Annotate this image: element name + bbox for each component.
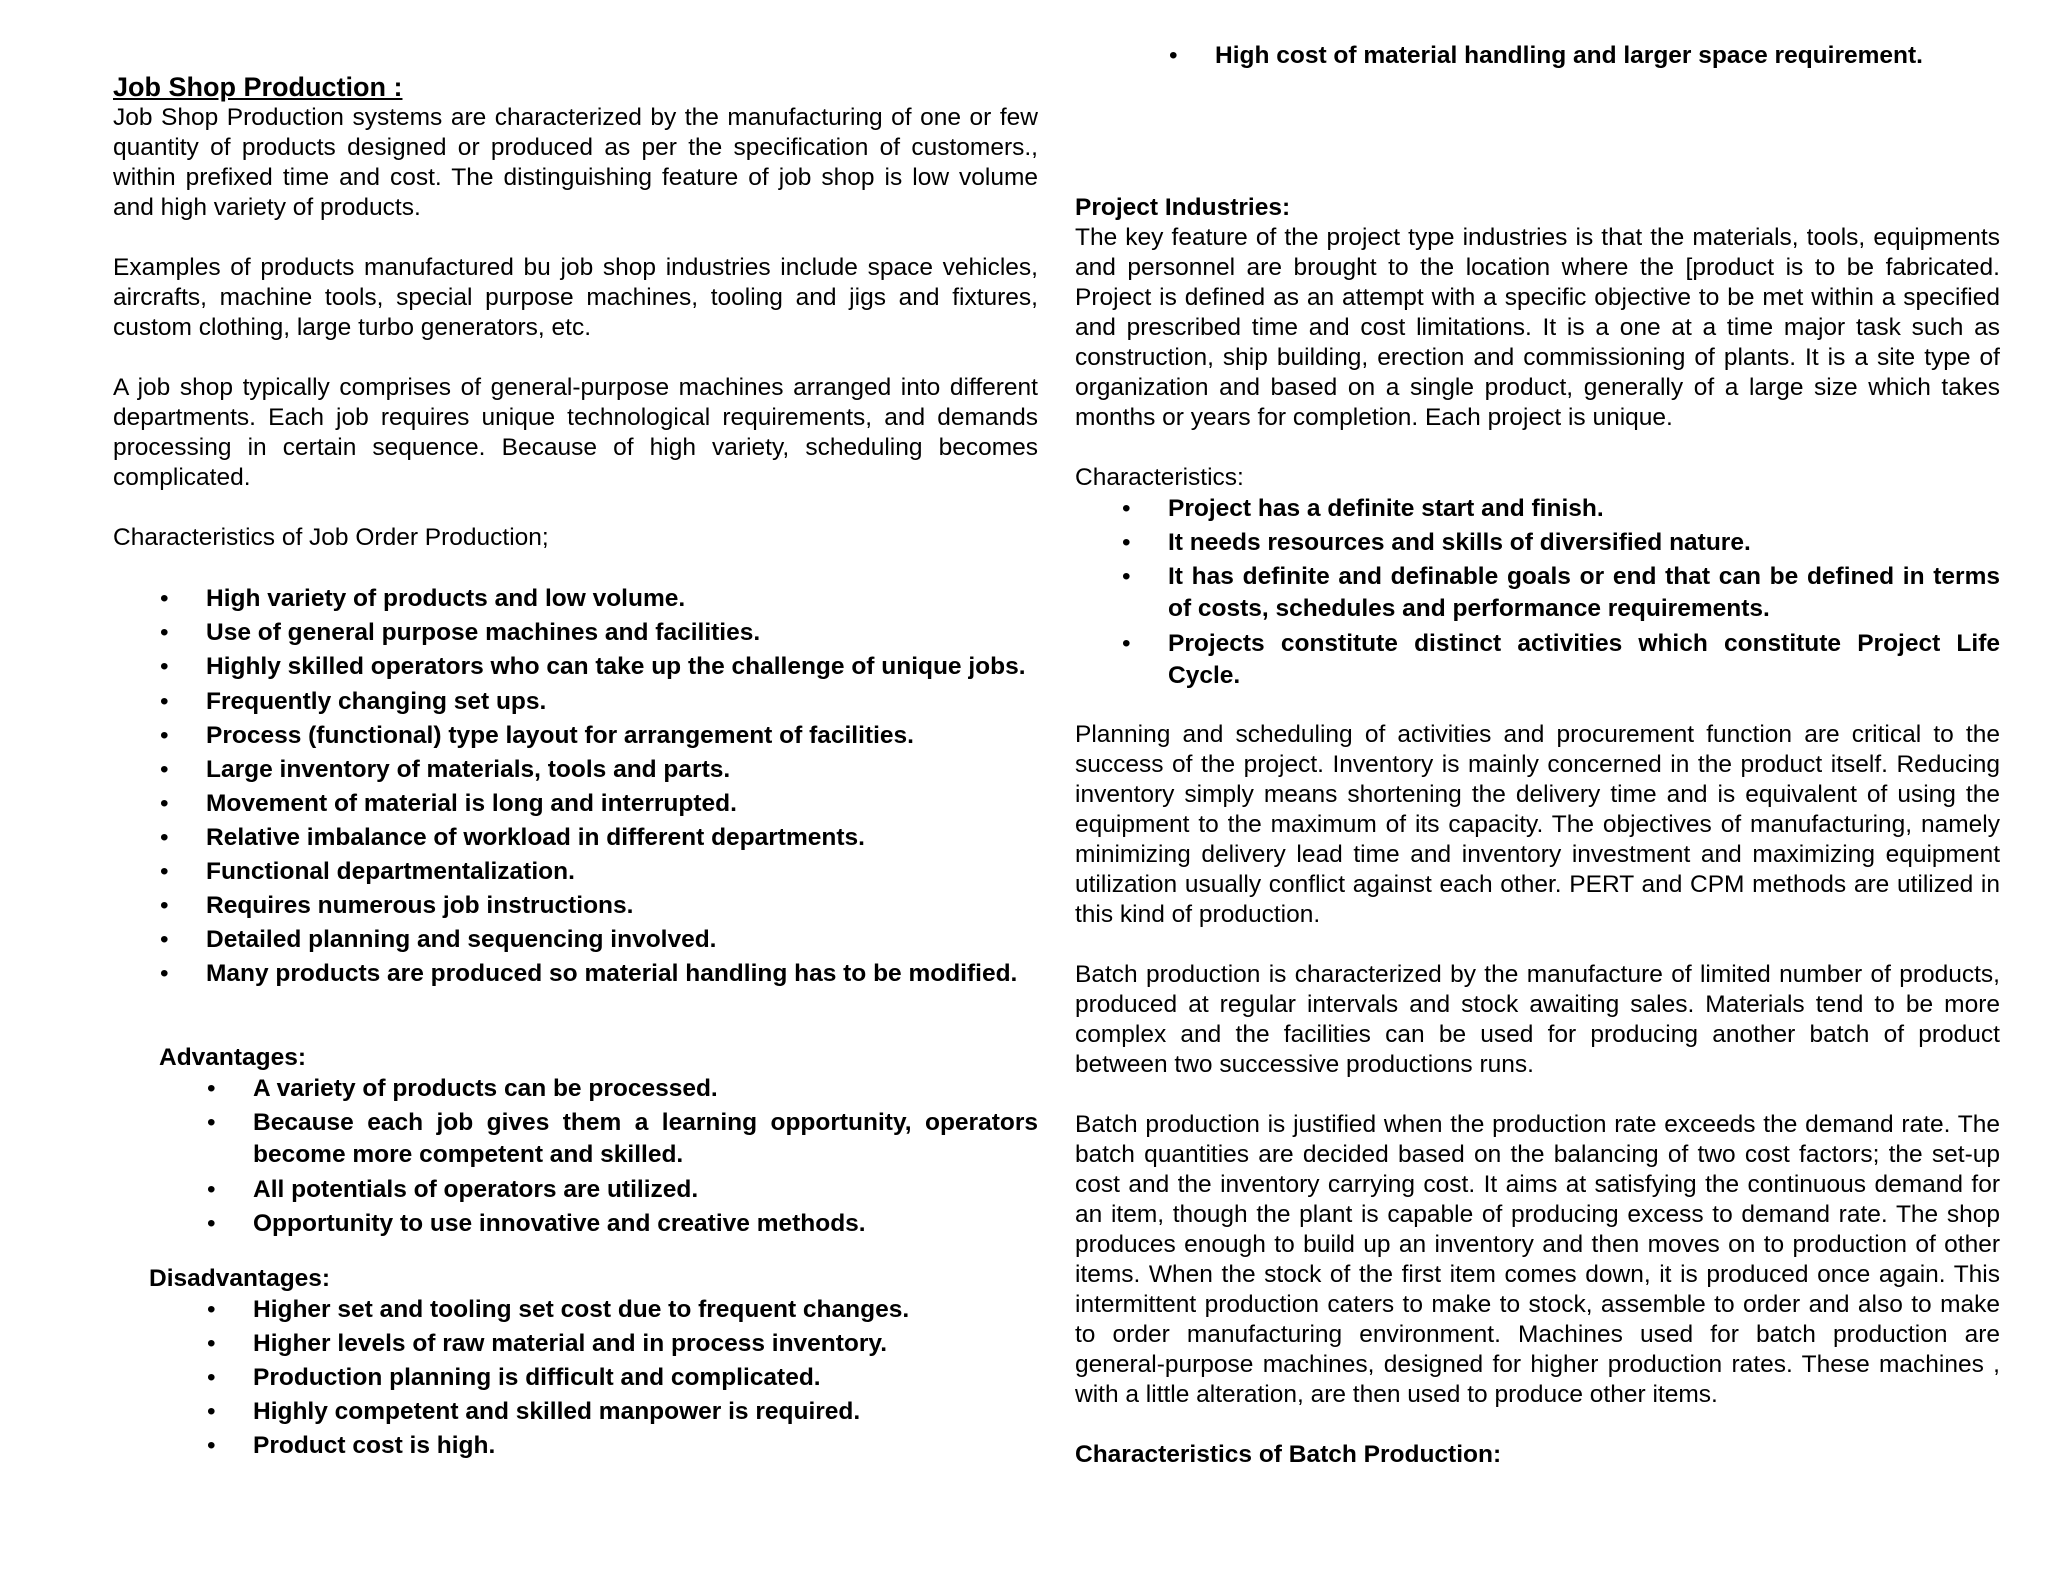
examples-paragraph: Examples of products manufactured bu job shop industries include space vehicles, aircrafts, machine tools, special purpose machines, tooling and jigs and fixtures, custom clothing, large turbo generators, etc.: [113, 254, 1038, 341]
list-item: • Production planning is difficult and complicated.: [207, 1364, 821, 1391]
list-item: • Detailed planning and sequencing involved.: [160, 926, 717, 953]
batch-characteristics-heading: Characteristics of Batch Production:: [1075, 1441, 1502, 1468]
list-item: • A variety of products can be processed.: [207, 1075, 718, 1102]
bullet-icon: •: [1122, 495, 1131, 522]
bullet-icon: •: [160, 960, 169, 987]
disadvantages-list: [207, 1294, 1038, 1461]
list-item: • All potentials of operators are utilized.: [207, 1176, 699, 1203]
advantages-list: [207, 1073, 1038, 1239]
advantages-heading: Advantages:: [159, 1044, 307, 1071]
bullet-icon: •: [1169, 42, 1178, 69]
planning-paragraph: Planning and scheduling of activities and procurement function are critical to the success of the project. Inventory is mainly concerned in the product itself. Reducing inventory simply means shortening the delivery time and is equivalent of using the equipment to the maximum of its capacity. The objectives of manufacturing, namely minimizing delivery lead time and inventory investment and maximizing equipment utilization usually conflict against each other. PERT and CPM methods are utilized in this kind of production.: [1075, 721, 2000, 928]
batch-justification-paragraph: Batch production is justified when the production rate exceeds the demand rate. The batch quantities are decided based on the balancing of two cost factors; the set-up cost and the inventory carrying cost. It aims at satisfying the continuous demand for an item, though the plant is capable of producing excess to demand rate. The shop produces enough to build up an inventory and then moves on to production of other items. When the stock of the first item comes down, it is produced once again. This intermittent production caters to make to stock, assemble to order and also to make to order manufacturing environment. Machines used for batch production are general-purpose machines, designed for higher production rates. These machines , with a little alteration, are then used to produce other items.: [1075, 1111, 2000, 1408]
project-industries-paragraph: The key feature of the project type industries is that the materials, tools, equipments and personnel are brought to the location where the [product is to be fabricated. Project is defined as an attempt with a specific objective to be met within a specified and prescribed time and cost limitations. It is a one at a time major task such as construction, ship building, erection and commissioning of plants. It is a site type of organization and based on a single product, generally of a large size which takes months or years for completion. Each project is unique.: [1075, 224, 2000, 431]
bullet-icon: •: [160, 585, 169, 612]
top-bullet-list: [1169, 40, 2000, 71]
project-characteristics-heading: Characteristics:: [1075, 464, 1244, 491]
list-item: • Relative imbalance of workload in different departments.: [160, 824, 865, 851]
bullet-icon: •: [1122, 630, 1131, 657]
list-item: • High cost of material handling and larger space requirement.: [1169, 42, 1923, 69]
bullet-icon: •: [160, 790, 169, 817]
bullet-icon: •: [207, 1176, 216, 1203]
bullet-icon: •: [207, 1210, 216, 1237]
page-title: Job Shop Production :: [113, 72, 403, 102]
job-shop-description-paragraph: A job shop typically comprises of general-purpose machines arranged into different departments. Each job requires unique technological requirements, and demands processing in certain sequence. Because of high variety, scheduling becomes complicated.: [113, 374, 1038, 491]
project-industries-heading: Project Industries:: [1075, 194, 1291, 221]
characteristics-heading: Characteristics of Job Order Production;: [113, 524, 549, 551]
list-item: • Product cost is high.: [207, 1432, 496, 1459]
bullet-icon: •: [160, 688, 169, 715]
bullet-icon: •: [160, 858, 169, 885]
project-characteristics-list: [1122, 493, 2000, 692]
bullet-icon: •: [207, 1109, 216, 1136]
list-item: • High variety of products and low volume.: [160, 585, 686, 612]
bullet-icon: •: [207, 1432, 216, 1459]
batch-production-paragraph: Batch production is characterized by the manufacture of limited number of products, produced at regular intervals and stock awaiting sales. Materials tend to be more complex and the facilities can be used for producing another batch of product between two successive productions runs.: [1075, 961, 2000, 1078]
list-item: • Project has a definite start and finish.: [1122, 495, 1604, 522]
list-item: • Because each job gives them a learning opportunity, operators become more competent and skilled.: [207, 1109, 1038, 1168]
list-item: • Use of general purpose machines and facilities.: [160, 619, 761, 646]
intro-paragraph: Job Shop Production systems are characterized by the manufacturing of one or few quantity of products designed or produced as per the specification of customers., within prefixed time and cost. The distinguishing feature of job shop is low volume and high variety of products.: [113, 104, 1038, 221]
list-item: • It needs resources and skills of diversified nature.: [1122, 529, 1751, 556]
list-item: • Opportunity to use innovative and creative methods.: [207, 1210, 866, 1237]
bullet-icon: •: [160, 926, 169, 953]
bullet-icon: •: [207, 1296, 216, 1323]
list-item: • Highly skilled operators who can take up the challenge of unique jobs.: [206, 651, 1038, 683]
bullet-icon: •: [160, 892, 169, 919]
list-item: • Movement of material is long and interrupted.: [160, 790, 737, 817]
list-item: • Requires numerous job instructions.: [160, 892, 634, 919]
list-item: • Functional departmentalization.: [160, 858, 575, 885]
bullet-icon: •: [207, 1364, 216, 1391]
list-item: • Higher set and tooling set cost due to frequent changes.: [207, 1296, 910, 1323]
list-item: • Process (functional) type layout for arrangement of facilities.: [160, 722, 914, 749]
list-item: • Projects constitute distinct activities which constitute Project Life Cycle.: [1122, 630, 2000, 689]
bullet-icon: •: [160, 653, 169, 680]
list-item: • Highly competent and skilled manpower is required.: [207, 1398, 861, 1425]
bullet-icon: •: [160, 756, 169, 783]
bullet-icon: •: [207, 1398, 216, 1425]
list-item: • Higher levels of raw material and in process inventory.: [207, 1330, 888, 1357]
bullet-icon: •: [160, 824, 169, 851]
list-item: • Frequently changing set ups.: [160, 688, 547, 715]
list-item: • It has definite and definable goals or end that can be defined in terms of costs, schedules and performance requirements.: [1122, 563, 2000, 622]
bullet-icon: •: [207, 1330, 216, 1357]
left-column: [113, 0, 1038, 1464]
characteristics-list: [160, 583, 1038, 990]
bullet-icon: •: [207, 1075, 216, 1102]
right-column: [1075, 0, 2000, 1470]
list-item: • Large inventory of materials, tools and parts.: [160, 756, 731, 783]
bullet-icon: •: [160, 619, 169, 646]
bullet-icon: •: [160, 722, 169, 749]
list-item: • Many products are produced so material handling has to be modified.: [206, 958, 1038, 990]
bullet-icon: •: [1122, 563, 1131, 590]
disadvantages-heading: Disadvantages:: [149, 1265, 331, 1292]
bullet-icon: •: [1122, 529, 1131, 556]
